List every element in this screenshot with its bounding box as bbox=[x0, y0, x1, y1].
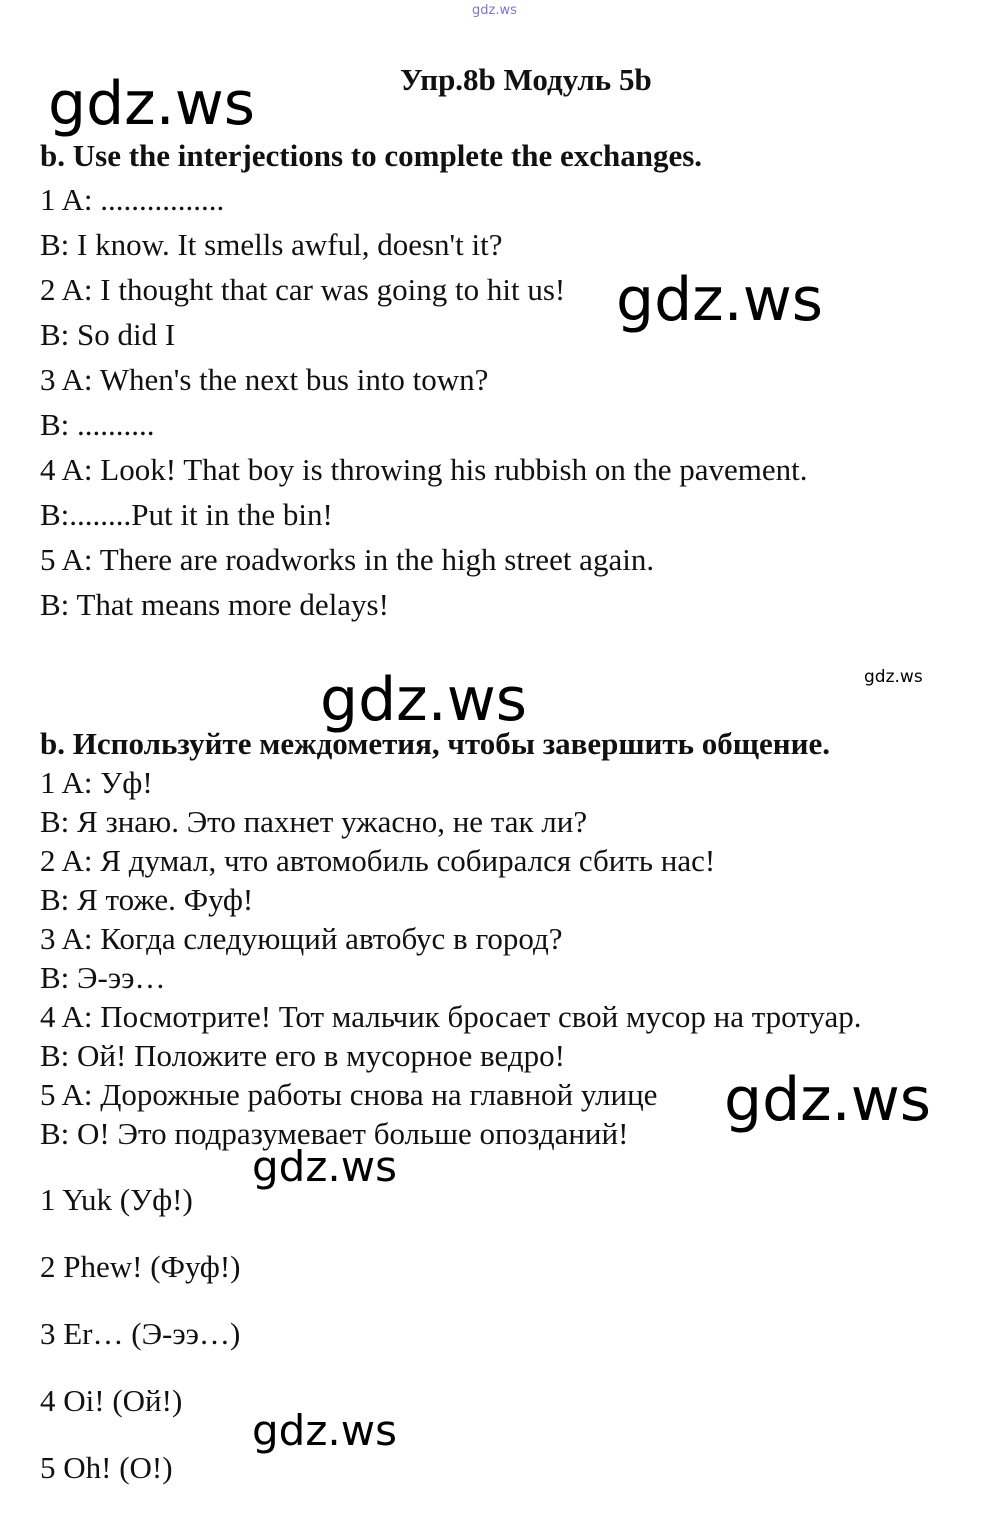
russian-line: B: Я тоже. Фуф! bbox=[40, 882, 254, 917]
watermark-lower-center: gdz.ws bbox=[252, 1142, 397, 1191]
answer-item: 4 Oi! (Ой!) bbox=[40, 1383, 183, 1418]
russian-line: B: Ой! Положите его в мусорное ведро! bbox=[40, 1038, 565, 1073]
english-line: 1 A: ................ bbox=[40, 182, 225, 217]
english-heading: b. Use the interjections to complete the exchanges. bbox=[40, 138, 703, 173]
watermark-top-left: gdz.ws bbox=[48, 69, 256, 139]
answer-item: 5 Oh! (О!) bbox=[40, 1450, 173, 1485]
watermark-lower-right: gdz.ws bbox=[724, 1065, 932, 1135]
watermark-small-right: gdz.ws bbox=[864, 667, 923, 687]
english-line: B: .......... bbox=[40, 407, 155, 442]
english-line: B: That means more delays! bbox=[40, 587, 389, 622]
answer-item: 2 Phew! (Фуф!) bbox=[40, 1249, 241, 1284]
answer-item: 3 Er… (Э-ээ…) bbox=[40, 1316, 241, 1351]
watermark-mid-right: gdz.ws bbox=[616, 265, 824, 335]
russian-heading: b. Используйте междометия, чтобы завершить общение. bbox=[40, 726, 830, 761]
russian-line: B: Я знаю. Это пахнет ужасно, не так ли? bbox=[40, 804, 588, 839]
russian-line: B: О! Это подразумевает больше опозданий! bbox=[40, 1116, 629, 1151]
watermark-top-tiny: gdz.ws bbox=[472, 3, 517, 18]
english-line: B:........Put it in the bin! bbox=[40, 497, 333, 532]
russian-line: B: Э-ээ… bbox=[40, 960, 166, 995]
russian-line: 1 A: Уф! bbox=[40, 765, 153, 800]
watermark-bottom-center: gdz.ws bbox=[252, 1406, 397, 1455]
russian-line: 4 A: Посмотрите! Тот мальчик бросает свой мусор на тротуар. bbox=[40, 999, 862, 1034]
english-line: 4 A: Look! That boy is throwing his rubbish on the pavement. bbox=[40, 452, 808, 487]
english-line: 5 A: There are roadworks in the high street again. bbox=[40, 542, 655, 577]
english-line: 2 A: I thought that car was going to hit us! bbox=[40, 272, 566, 307]
english-line: B: I know. It smells awful, doesn't it? bbox=[40, 227, 503, 262]
russian-line: 5 A: Дорожные работы снова на главной улице bbox=[40, 1077, 658, 1112]
watermark-center: gdz.ws bbox=[320, 665, 528, 735]
english-line: 3 A: When's the next bus into town? bbox=[40, 362, 489, 397]
page-title: Упр.8b Модуль 5b bbox=[400, 62, 652, 97]
english-line: B: So did I bbox=[40, 317, 176, 352]
answer-item: 1 Yuk (Уф!) bbox=[40, 1182, 193, 1217]
russian-line: 2 A: Я думал, что автомобиль собирался сбить нас! bbox=[40, 843, 716, 878]
russian-line: 3 A: Когда следующий автобус в город? bbox=[40, 921, 563, 956]
